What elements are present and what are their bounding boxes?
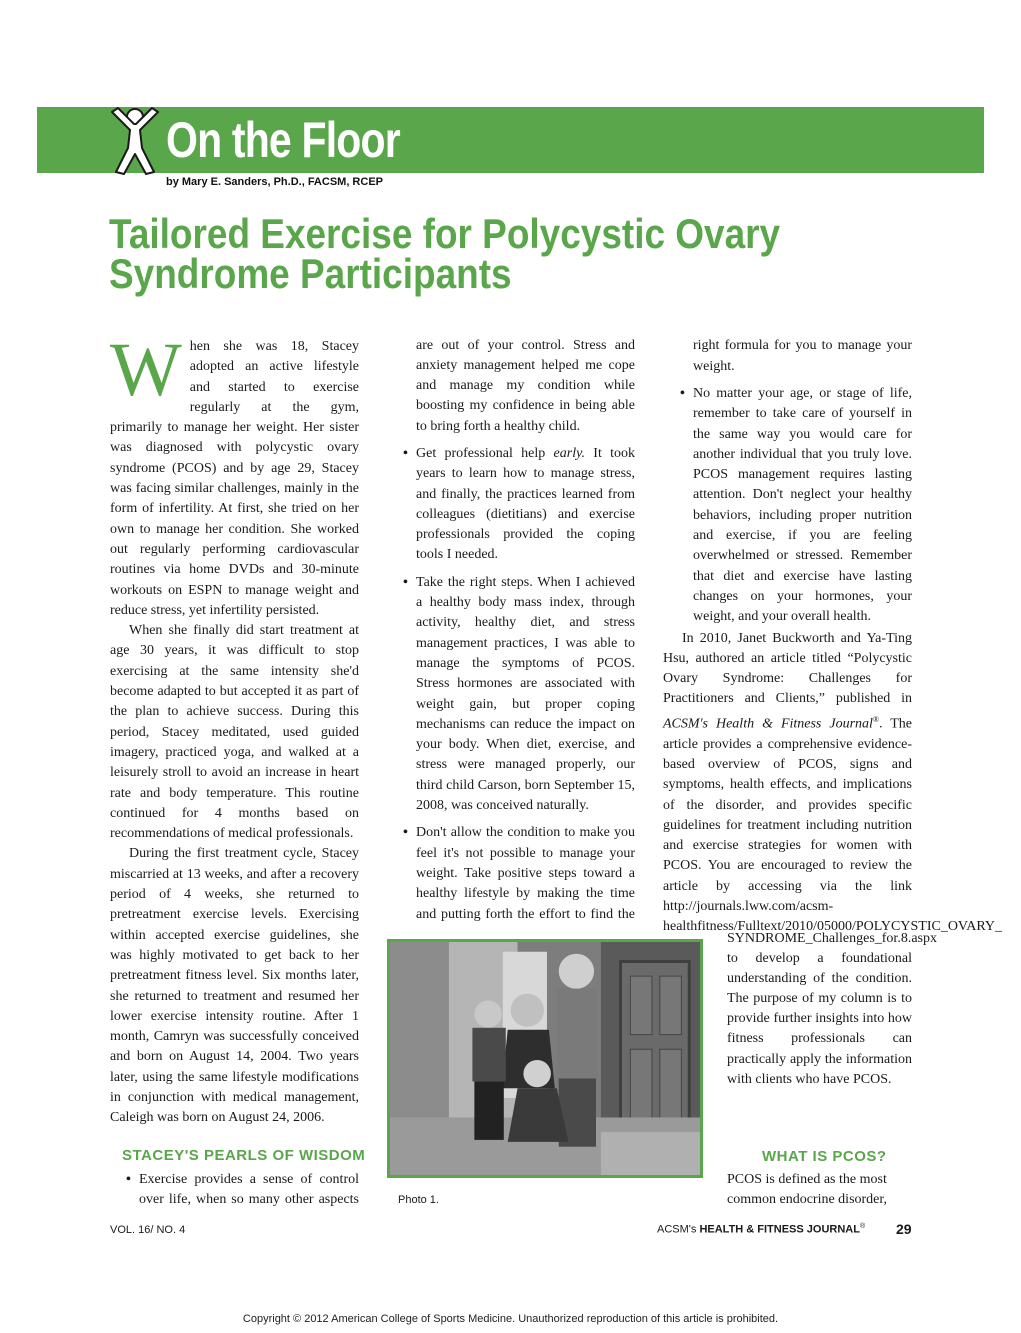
byline: by Mary E. Sanders, Ph.D., FACSM, RCEP (166, 176, 383, 188)
section-title: On the Floor (166, 112, 400, 168)
bullet-icon: • (126, 1172, 131, 1187)
bullet-continuation: right formula for you to manage your weight. (693, 338, 912, 374)
pcos-heading: WHAT IS PCOS? (762, 1148, 887, 1165)
volume-info: VOL. 16/ NO. 4 (110, 1224, 186, 1236)
drop-cap: W (110, 328, 182, 412)
journal-name: ACSM's HEALTH & FITNESS JOURNAL® (657, 1223, 866, 1236)
column-3-wrap (727, 929, 937, 1090)
bullet-icon: • (680, 386, 685, 401)
pearls-heading: STACEY'S PEARLS OF WISDOM (122, 1147, 366, 1164)
bullet-item: • Don't allow the condition to make you feel it's not possible to manage your weight. Take positive steps toward a healthy lifestyle by making the time and putting forth the effort to find the (403, 825, 635, 922)
bullet-icon: • (403, 574, 408, 590)
body-paragraph: SYNDROME_Challenges_for.8.aspx to develop a foundational understanding of the condition. The purpose of my column is to provide further insights into how fitness professionals can practically apply the information with clients who have PCOS. (727, 931, 937, 1087)
article-title-line-2: Syndrome Participants (109, 250, 512, 297)
bullet-item: • Exercise provides a sense of control over life, when so many other aspects (126, 1172, 359, 1208)
family-photo (387, 939, 703, 1178)
copyright-notice: Copyright © 2012 American College of Sports Medicine. Unauthorized reproduction of this article is prohibited. (242, 1313, 779, 1325)
article-title (109, 210, 883, 297)
running-figure-icon (106, 104, 164, 176)
bullet-item: • Get professional help early. It took years to learn how to manage stress, and finally, the practices learned from colleagues (dietitians) and exercise professionals provided the coping tools I needed. (403, 446, 635, 563)
photo-caption: Photo 1. (398, 1194, 439, 1206)
bullet-icon: • (403, 446, 408, 461)
body-paragraph: During the first treatment cycle, Stacey miscarried at 13 weeks, and after a recovery period of 4 weeks, she returned to pretreatment exercise levels. Exercising within accepted exercise guidelines, she was highly motivated to get back to her pretreatment fitness level. Six months later, she returned to treatment and resumed her lower exercise intensity routine. After 1 month, Camryn was successfully conceived and born on August 14, 2004. Two years later, using the same lifestyle modifications in conjunction with medical management, Caleigh was born on August 24, 2006. (110, 846, 359, 1126)
bullet-continuation: are out of your control. Stress and anxiety management helped me cope and manage my condition while boosting my confidence in being able to bring forth a healthy child. (416, 337, 635, 434)
intro-paragraph: When she was 18, Stacey adopted an active lifestyle and started to exercise regularly at the gym, primarily to manage her weight. Her sister was diagnosed with polycystic ovary syndrome (PCOS) and by age 29, Stacey was facing similar challenges, mainly in the form of infertility. At first, she tried on her own to manage her condition. She worked out regularly performing cardiovascular routines via home DVDs and 30-minute workouts on ESPN to manage weight and reduce stress, yet infertility persisted. (110, 328, 359, 618)
bullet-list (124, 1170, 359, 1218)
bullet-icon: • (403, 825, 408, 841)
bullet-item: • Take the right steps. When I achieved a healthy body mass index, through activity, healthy diet, and stress management practices, I was able to manage the symptoms of PCOS. Stress hormones are associated with weight gain, but proper coping mechanisms can reduce the impact on your body. When diet, exercise, and stress were managed properly, our third child Carson, born September 15, 2008, was conceived naturally. (403, 574, 635, 814)
body-paragraph: In 2010, Janet Buckworth and Ya-Ting Hsu, authored an article titled “Polycystic Ovary Syndrome: Challenges for Practitioners and Clients,” published in ACSM's Health & Fitness Journal®. The article provides a comprehensive evidence-based overview of PCOS, signs and symptoms, health effects, and implications of the disorder, and provides specific guidelines for treatment including nutrition and exercise strategies for women with PCOS. You are encouraged to review the article by accessing via the link http://journals.lww.com/acsm-healthfitness/Fulltext/2010/05000/POLYCYSTIC_OVARY_ (663, 630, 1003, 935)
article-title-line-1: Tailored Exercise for Polycystic Ovary (109, 210, 781, 257)
page-number: 29 (896, 1221, 912, 1237)
bullet-item: • No matter your age, or stage of life, remember to take care of yourself in the same way you would care for another individual that you truly love. PCOS management requires lasting attention. Don't neglect your healthy behaviors, including proper nutrition and exercise, if you are feeling overwhelmed or stressed. Remember that diet and exercise have lasting changes on your hormones, your weight, and your overall health. (680, 386, 912, 625)
column-3 (663, 337, 1003, 938)
body-paragraph: When she finally did start treatment at age 30 years, it was difficult to stop exercising at the same intensity she'd become adapted to but accepted it as part of the plan to achieve success. During this period, Stacey meditated, used guided imagery, practiced yoga, and walked at a leisurely stroll to avoid an increase in heart rate and body temperature. This routine continued for 4 months based on recommendations of medical professionals. (110, 623, 359, 842)
column-2 (401, 337, 635, 930)
pcos-text: PCOS is defined as the most common endocrine disorder, (727, 1172, 888, 1208)
column-1 (110, 328, 359, 1129)
photo-image (390, 942, 700, 1175)
